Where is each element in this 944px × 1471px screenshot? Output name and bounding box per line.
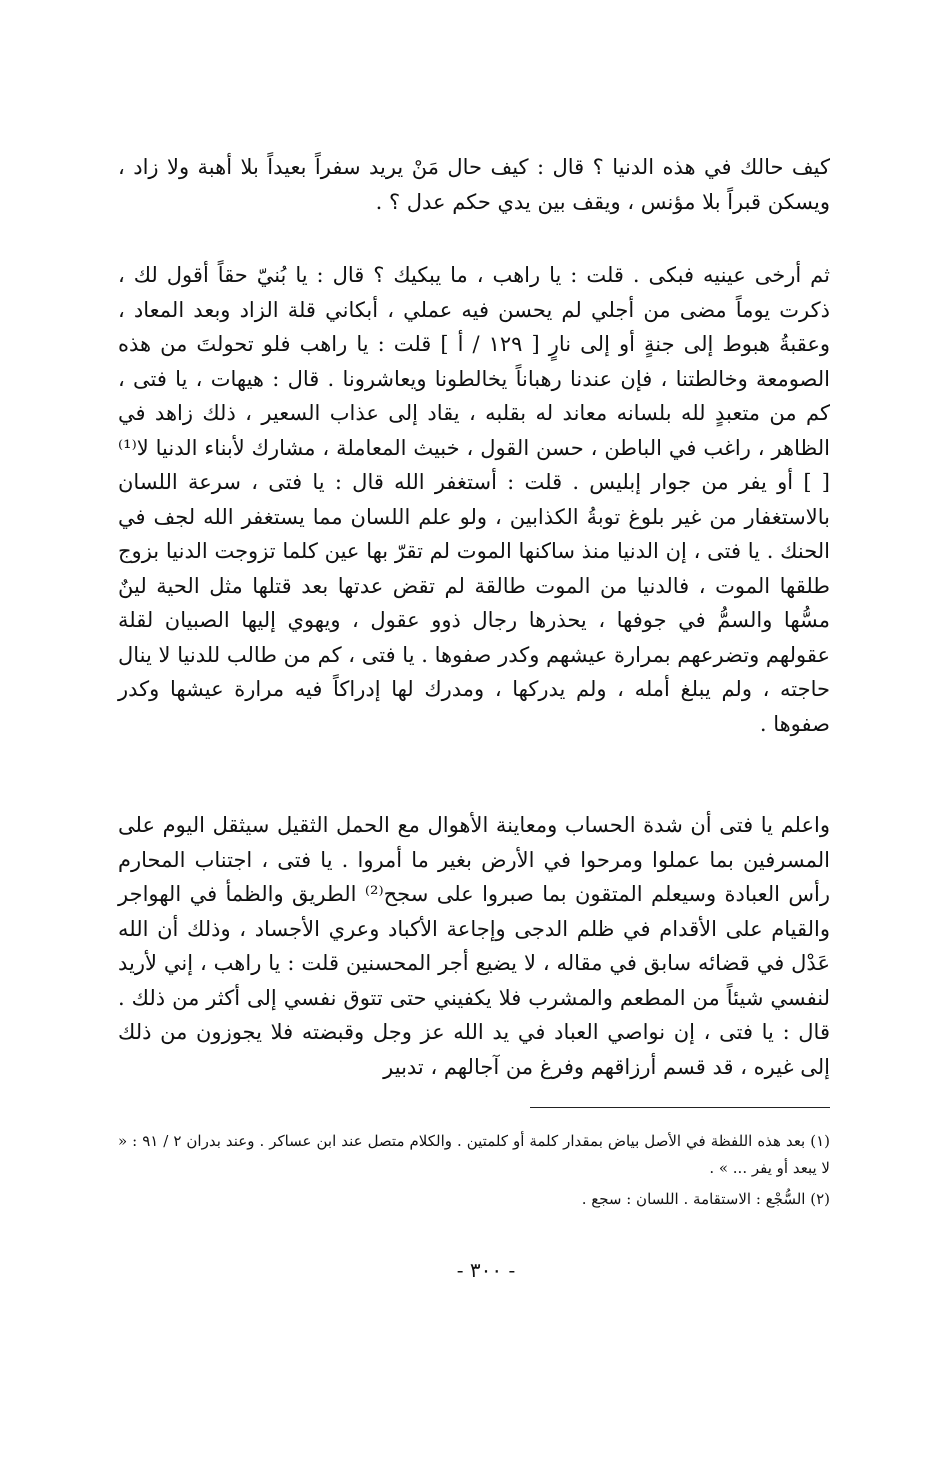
page-number: - ٣٠٠ - (456, 1258, 516, 1282)
body-text-block-3 (118, 808, 830, 1084)
paragraph-1: كيف حالك في هذه الدنيا ؟ قال : كيف حال مَنْ يريد سفراً بعيداً بلا أهبة ولا زاد ، ويسكن قبراً بلا مؤنس ، ويقف بين يدي حكم عدل ؟ . (118, 155, 830, 214)
paragraph-3: واعلم يا فتى أن شدة الحساب ومعاينة الأهوال مع الحمل الثقيل سيثقل اليوم على المسرفين بما عملوا ومرحوا في الأرض بغير ما أمروا . يا فتى ، اجتناب المحارم رأس العبادة وسيعلم المتقون بما صبروا على سجح⁽²⁾ الطريق والظمأ في الهواجر والقيام على الأقدام في ظلم الدجى وإجاعة الأكباد وعري الأجساد ، وذلك أن الله عَدْل في قضائه سابق في مقاله ، لا يضيع أجر المحسنين قلت : يا راهب ، إني لأريد لنفسي شيئاً من المطعم والمشرب فلا يكفيني حتى تتوق نفسي إلى أكثر من ذلك . قال : يا فتى ، إن نواصي العباد في يد الله عز وجل وقبضته فلا يجوزون من ذلك إلى غيره ، قد قسم أرزاقهم وفرغ من آجالهم ، تدبير (118, 813, 831, 1079)
footnote-2: (٢) السُّجْع : الاستقامة . اللسان : سجع . (581, 1190, 830, 1208)
footnotes (118, 1128, 830, 1213)
footnote-divider (530, 1107, 830, 1108)
body-text-block-2 (118, 258, 830, 741)
paragraph-2: ثم أرخى عينيه فبكى . قلت : يا راهب ، ما يبكيك ؟ قال : يا بُنيّ حقاً أقول لك ، ذكرت يوماً مضى من أجلي لم يحسن فيه عملي ، أبكاني قلة الزاد وبعد المعاد ، وعقبةُ هبوط إلى جنةٍ أو إلى نارٍ [ ١٢٩ / أ ] قلت : يا راهب فلو تحولتَ من هذه الصومعة وخالطتنا ، فإن عندنا رهباناً يخالطونا ويعاشرونا . قال : هيهات ، يا فتى ، كم من متعبدٍ لله بلسانه معاند له بقلبه ، يقاد إلى عذاب السعير ، ذلك زاهد في الظاهر ، راغب في الباطن ، حسن القول ، خبيث المعاملة ، مشارك لأبناء الدنيا لا⁽¹⁾ [ ] أو يفر من جوار إبليس . قلت : أستغفر الله قال : يا فتى ، سرعة اللسان بالاستغفار من غير بلوغ توبةُ الكذابين ، ولو علم اللسان مما يستغفر الله لجف في الحنك . يا فتى ، إن الدنيا منذ ساكنها الموت لم تقرّ بها عين كلما تزوجت الدنيا بزوج طلقها الموت ، فالدنيا من الموت طالقة لم تقض عدتها بعد قتلها مثل الحية لينٌ مسُّها والسمُّ في جوفها ، يحذرها رجال ذوو عقول ، ويهوي إليها الصبيان لقلة عقولهم وتضرعهم بمرارة عيشهم وكدر صفوها . يا فتى ، كم من طالب للدنيا لا ينال حاجته ، ولم يبلغ أمله ، ولم يدركها ، ومدرك لها إدراكاً فيه مرارة عيشها وكدر صفوها . (118, 263, 830, 736)
footnote-1: (١) بعد هذه اللفظة في الأصل بياض بمقدار كلمة أو كلمتين . والكلام متصل عند ابن عساكر . وعند بدران ٢ / ٩١ : « لا يبعد أو يفر ... » . (118, 1132, 830, 1177)
body-text-block-1 (118, 150, 830, 219)
